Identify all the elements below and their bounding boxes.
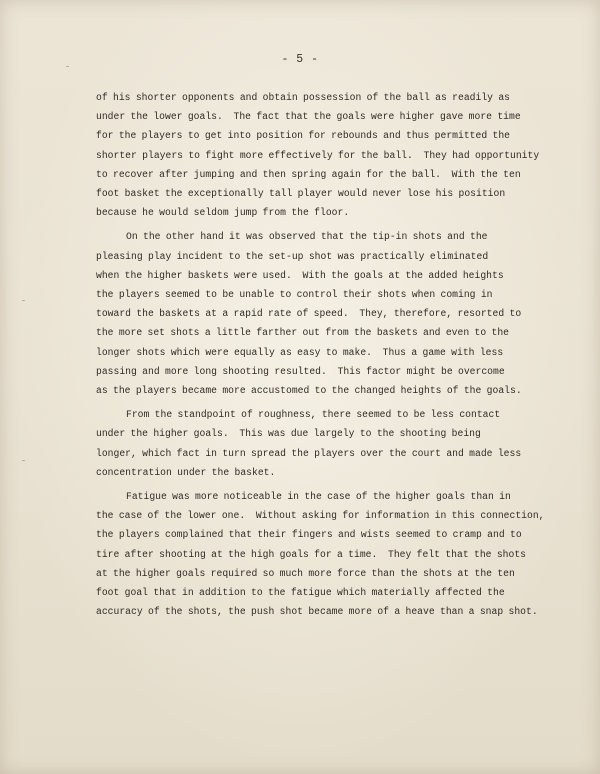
text-line: to recover after jumping and then spring again for the ball. With the ten (96, 168, 521, 180)
text-line: passing and more long shooting resulted. This factor might be overcome (96, 365, 505, 377)
text-line: the case of the lower one. Without asking for information in this connection, (96, 510, 545, 522)
typewritten-body (96, 88, 556, 626)
text-line: tire after shooting at the high goals for a time. They felt that the shots (96, 548, 527, 560)
text-line: foot basket the exceptionally tall player would never lose his position (96, 188, 506, 200)
text-line: the more set shots a little farther out from the baskets and even to the (96, 327, 510, 339)
text-line: of his shorter opponents and obtain possession of the ball as readily as (96, 92, 511, 103)
text-line: foot goal that in addition to the fatigue which materially affected the (96, 587, 505, 599)
text-line: the players seemed to be unable to control their shots when coming in (96, 289, 493, 301)
text-line: pleasing play incident to the set-up shot was practically eliminated (96, 250, 489, 262)
paragraph-3 (96, 405, 556, 482)
text-line: under the lower goals. The fact that the goals were higher gave more time (96, 111, 521, 123)
text-line: because he would seldom jump from the floor. (96, 207, 350, 219)
text-line: From the standpoint of roughness, there seemed to be less contact (126, 409, 501, 421)
text-line: for the players to get into position for rebounds and thus permitted the (96, 130, 511, 142)
paper-speck (22, 460, 25, 461)
text-line: the players complained that their fingers and wists seemed to cramp and to (96, 529, 522, 541)
paragraph-4 (96, 487, 556, 621)
text-line: toward the baskets at a rapid rate of speed. They, therefore, resorted to (96, 308, 522, 320)
text-line: longer, which fact in turn spread the players over the court and made less (96, 447, 522, 459)
text-line: at the higher goals required so much more force than the shots at the ten (96, 567, 515, 579)
text-line: shorter players to fight more effectively for the ball. They had opportunity (96, 149, 540, 161)
text-line: accuracy of the shots, the push shot became more of a heave than a snap shot. (96, 606, 538, 618)
text-line: longer shots which were equally as easy to make. Thus a game with less (96, 346, 504, 358)
text-line: On the other hand it was observed that the tip-in shots and the (126, 231, 488, 243)
paragraph-2 (96, 227, 556, 400)
page-number: - 5 - (281, 53, 319, 66)
paragraph-1 (96, 88, 556, 222)
paper-speck (66, 66, 69, 67)
text-line: Fatigue was more noticeable in the case of the higher goals than in (126, 491, 511, 503)
paper-speck (22, 300, 25, 301)
text-line: when the higher baskets were used. With the goals at the added heights (96, 269, 504, 281)
text-line: under the higher goals. This was due largely to the shooting being (96, 428, 481, 440)
text-line: concentration under the basket. (96, 466, 276, 478)
text-line: as the players became more accustomed to the changed heights of the goals. (96, 385, 522, 397)
